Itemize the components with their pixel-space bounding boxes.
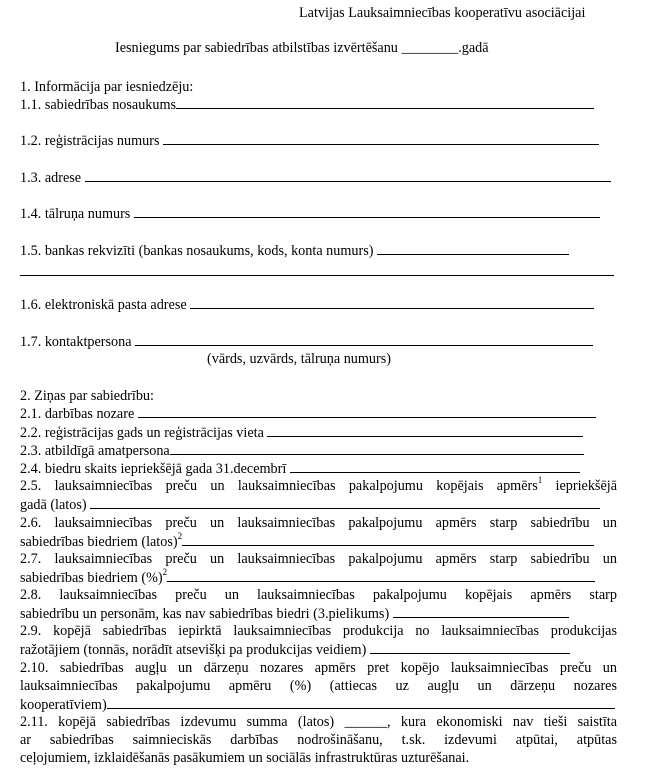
field-label: 2.2. reģistrācijas gads un reģistrācijas vieta [20, 425, 264, 441]
field-label: 1.7. kontaktpersona [20, 334, 132, 350]
member-volume-percent-input[interactable] [167, 569, 595, 582]
field-1-4 [20, 205, 600, 223]
field-2-9-line-2 [20, 641, 570, 659]
email-input[interactable] [190, 296, 594, 309]
section-1-heading: 1. Informācija par iesniedzēju: [20, 79, 194, 95]
field-2-1 [20, 405, 596, 423]
field-label: sabiedrības biedriem (%) [20, 570, 163, 586]
field-2-7-line-2 [20, 569, 595, 587]
field-2-4 [20, 460, 580, 478]
field-1-7 [20, 333, 593, 351]
addressee-header: Latvijas Lauksaimniecības kooperatīvu asociācijai [299, 5, 586, 21]
field-1-2 [20, 132, 599, 150]
field-label: sabiedrību un personām, kas nav sabiedrības biedri (3.pielikums) [20, 606, 390, 622]
field-label: 2.1. darbības nozare [20, 406, 135, 422]
bank-details-line-2[interactable] [20, 275, 614, 276]
field-label: 1.6. elektroniskā pasta adrese [20, 297, 187, 313]
field-label: 2.4. biedru skaits iepriekšējā gada 31.decembrī [20, 461, 287, 477]
field-label: 1.3. adrese [20, 170, 82, 186]
field-label: 1.1. sabiedrības nosaukums [20, 97, 177, 113]
field-2-10-line-2: lauksaimniecības pakalpojumu apmēru (%) (attiecas uz augļu un dārzeņu nozares [20, 678, 617, 694]
field-label: ražotājiem (tonnās, norādīt atsevišķi pa produkcijas veidiem) [20, 642, 367, 658]
contact-person-note: (vārds, uzvārds, tālruņa numurs) [207, 351, 391, 367]
field-2-6-line-1: 2.6. lauksaimniecības preču un lauksaimniecības pakalpojumu apmērs starp sabiedrību un [20, 515, 617, 531]
footnote-ref-2: 2 [177, 531, 183, 542]
field-2-9-line-1: 2.9. kopējā sabiedrības iepirktā lauksaimniecības produkcija no lauksaimniecības produkcijas [20, 623, 617, 639]
field-2-8-line-1: 2.8. lauksaimniecības preču un lauksaimniecības pakalpojumu kopējais apmērs starp [20, 587, 617, 603]
field-2-11-line-2: ar sabiedrības saimnieciskās darbības nodrošināšanu, t.sk. izdevumi atpūtai, atpūtas [20, 732, 617, 748]
field-label: gadā (latos) [20, 497, 87, 513]
field-1-3 [20, 169, 611, 187]
purchased-produce-input[interactable] [370, 641, 570, 654]
field-2-11-line-3: ceļojumiem, izklaidēšanās pasākumiem un sociālās infrastruktūras uzturēšanai. [20, 750, 470, 766]
responsible-official-input[interactable] [170, 442, 584, 455]
field-2-11-line-1: 2.11. kopējā sabiedrības izdevumu summa (latos) ______, kura ekonomiski nav tieši saistīta [20, 714, 617, 730]
member-count-input[interactable] [290, 460, 580, 473]
field-2-5-line-2 [20, 496, 600, 514]
field-1-1 [20, 96, 594, 114]
field-label: 1.2. reģistrācijas numurs [20, 133, 160, 149]
fruit-veg-share-input[interactable] [107, 696, 615, 709]
member-volume-lats-input[interactable] [182, 533, 594, 546]
field-label: 1.4. tālruņa numurs [20, 206, 131, 222]
field-label: 2.3. atbildīgā amatpersona [20, 443, 170, 459]
footnote-ref-2b: 2 [162, 567, 168, 578]
field-1-6 [20, 296, 594, 314]
field-2-10-line-3 [20, 696, 615, 714]
field-label: 1.5. bankas rekvizīti (bankas nosaukums, kods, konta numurs) [20, 243, 374, 259]
field-2-3 [20, 442, 584, 460]
total-volume-input[interactable] [90, 496, 600, 509]
field-2-2 [20, 424, 583, 442]
page-title [115, 40, 489, 57]
year-blank[interactable]: ________ [401, 40, 459, 56]
registration-year-place-input[interactable] [267, 424, 583, 437]
field-2-8-line-2 [20, 605, 569, 623]
field-2-6-line-2 [20, 533, 594, 551]
field-2-7-line-1: 2.7. lauksaimniecības preču un lauksaimniecības pakalpojumu apmērs starp sabiedrību un [20, 551, 617, 567]
footnote-ref-1: 1 [537, 475, 543, 486]
title-text: Iesniegums par sabiedrības atbilstības izvērtēšanu [115, 40, 402, 56]
bank-details-input[interactable] [377, 242, 569, 255]
field-2-5-line-1: 2.5. lauksaimniecības preču un lauksaimniecības pakalpojumu kopējais apmērs$^1$ iepriekšējā [20, 475, 617, 494]
section-2-heading: 2. Ziņas par sabiedrību: [20, 388, 154, 404]
registration-number-input[interactable] [163, 132, 599, 145]
address-input[interactable] [85, 169, 611, 182]
title-suffix: .gadā [458, 40, 489, 56]
field-1-5 [20, 242, 569, 260]
company-name-input[interactable] [176, 96, 594, 109]
expenses-sum-blank[interactable]: ______ [344, 714, 388, 730]
field-label: sabiedrības biedriem (latos) [20, 534, 178, 550]
contact-person-input[interactable] [135, 333, 593, 346]
non-member-volume-input[interactable] [393, 605, 569, 618]
activity-sector-input[interactable] [138, 405, 596, 418]
phone-input[interactable] [134, 205, 600, 218]
field-2-10-line-1: 2.10. sabiedrības augļu un dārzeņu nozares apmērs pret kopējo lauksaimniecības preču un [20, 660, 617, 676]
field-label: kooperatīviem) [20, 697, 107, 713]
